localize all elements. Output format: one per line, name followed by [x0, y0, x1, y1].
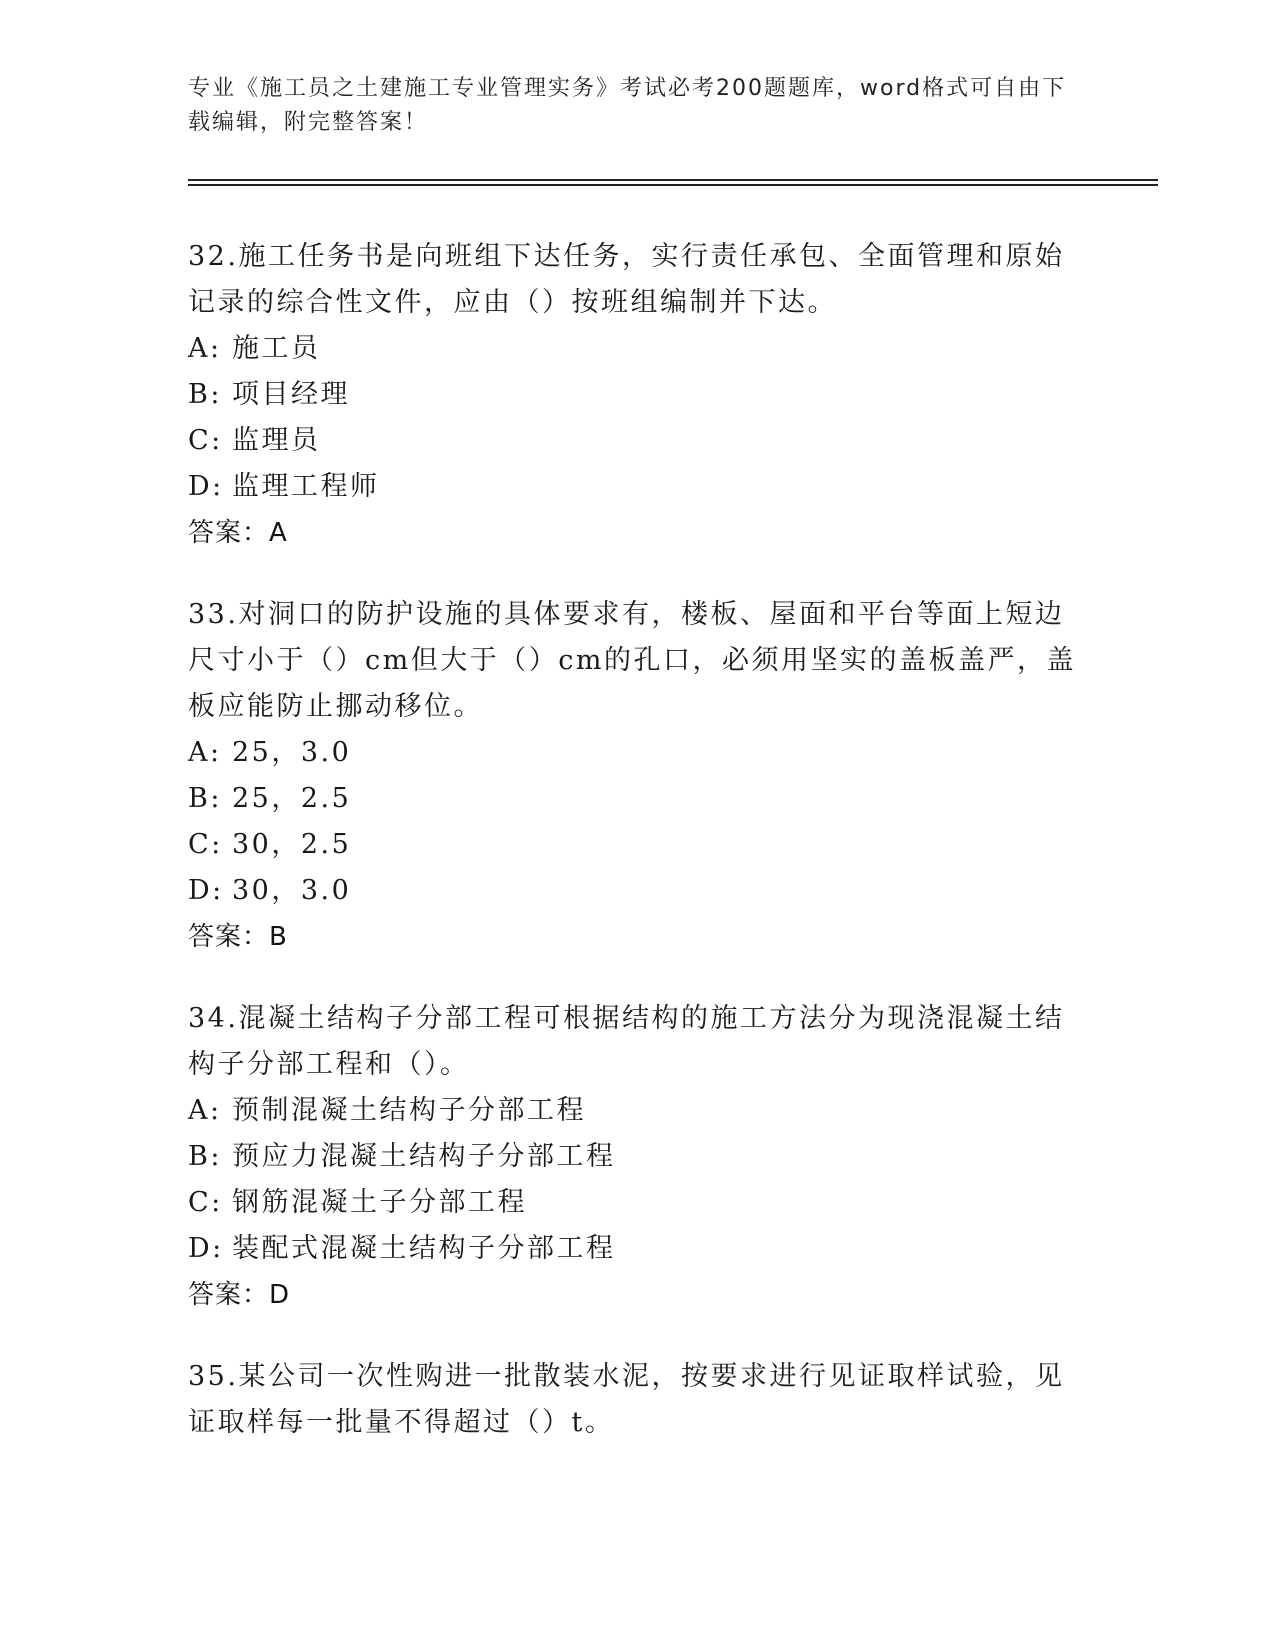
- question-list: [188, 234, 1088, 1482]
- option-label: D:: [188, 1233, 224, 1264]
- option-text: 预应力混凝土结构子分部工程: [232, 1141, 616, 1172]
- option-label: A:: [188, 1095, 222, 1126]
- option-text: 30，2.5: [232, 829, 352, 860]
- option-label: A:: [188, 333, 222, 364]
- question-35: [188, 1354, 1088, 1446]
- option-text: 25，3.0: [232, 737, 352, 768]
- option-label: C:: [188, 425, 223, 456]
- option-d: [188, 1226, 1088, 1272]
- option-b: [188, 776, 1088, 822]
- option-b: [188, 1134, 1088, 1180]
- option-c: [188, 1180, 1088, 1226]
- option-label: D:: [188, 875, 224, 906]
- question-stem: 32.施工任务书是向班组下达任务，实行责任承包、全面管理和原始记录的综合性文件，应由（）按班组编制并下达。: [188, 241, 1065, 318]
- option-label: C:: [188, 1187, 223, 1218]
- option-label: C:: [188, 829, 223, 860]
- option-text: 监理工程师: [232, 471, 380, 502]
- option-text: 30，3.0: [232, 875, 352, 906]
- option-text: 预制混凝土结构子分部工程: [232, 1095, 586, 1126]
- option-a: [188, 1088, 1088, 1134]
- option-c: [188, 418, 1088, 464]
- question-stem: 34.混凝土结构子分部工程可根据结构的施工方法分为现浇混凝土结构子分部工程和（）。: [188, 1003, 1065, 1080]
- answer-line: 答案：D: [188, 1280, 291, 1310]
- option-label: D:: [188, 471, 224, 502]
- option-label: B:: [188, 783, 222, 814]
- option-c: [188, 822, 1088, 868]
- question-stem: 35.某公司一次性购进一批散装水泥，按要求进行见证取样试验，见证取样每一批量不得超过（）t。: [188, 1361, 1065, 1438]
- option-text: 监理员: [232, 425, 321, 456]
- option-text: 项目经理: [232, 379, 350, 410]
- question-34: [188, 996, 1088, 1318]
- option-d: [188, 464, 1088, 510]
- option-text: 装配式混凝土结构子分部工程: [232, 1233, 616, 1264]
- option-text: 施工员: [232, 333, 321, 364]
- option-label: B:: [188, 1141, 222, 1172]
- option-text: 钢筋混凝土子分部工程: [232, 1187, 527, 1218]
- option-a: [188, 326, 1088, 372]
- question-32: [188, 234, 1088, 556]
- option-label: A:: [188, 737, 222, 768]
- answer-line: 答案：A: [188, 518, 288, 548]
- header-divider-bottom: [188, 184, 1158, 186]
- question-33: [188, 592, 1088, 960]
- header-divider-top: [188, 179, 1158, 181]
- document-header: 专业《施工员之土建施工专业管理实务》考试必考200题题库，word格式可自由下载编辑，附完整答案！: [188, 76, 1067, 135]
- option-text: 25，2.5: [232, 783, 352, 814]
- question-stem: 33.对洞口的防护设施的具体要求有，楼板、屋面和平台等面上短边尺寸小于（）cm但大于（）cm的孔口，必须用坚实的盖板盖严，盖板应能防止挪动移位。: [188, 599, 1076, 722]
- option-b: [188, 372, 1088, 418]
- option-a: [188, 730, 1088, 776]
- option-label: B:: [188, 379, 222, 410]
- option-d: [188, 868, 1088, 914]
- answer-line: 答案：B: [188, 922, 288, 952]
